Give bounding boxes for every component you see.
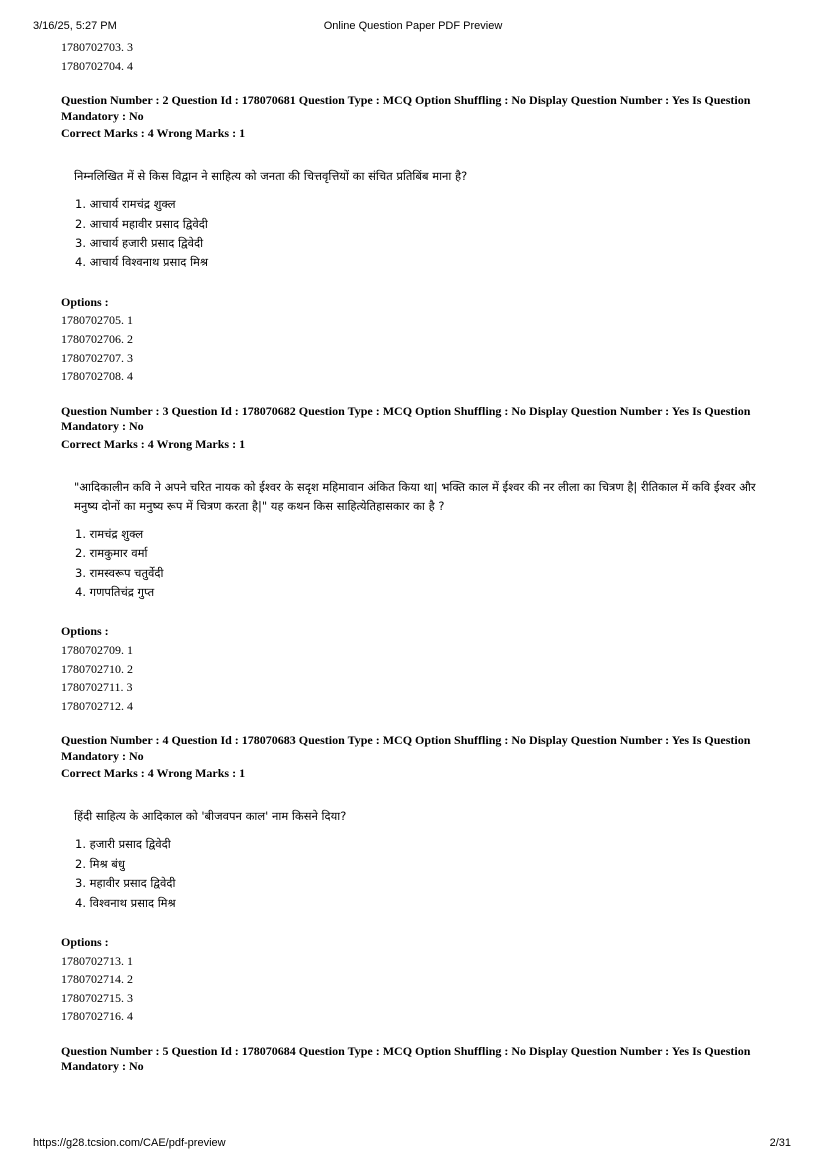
answer-choice: 2. रामकुमार वर्मा bbox=[75, 546, 148, 561]
answer-choice: 3. महावीर प्रसाद द्विवेदी bbox=[75, 876, 176, 891]
option-code: 1780702703. 3 bbox=[61, 40, 133, 54]
options-label: Options : bbox=[61, 935, 109, 949]
answer-choices bbox=[75, 195, 781, 273]
question-marks: Correct Marks : 4 Wrong Marks : 1 bbox=[61, 436, 246, 451]
answer-choices bbox=[75, 835, 781, 913]
options-label: Options : bbox=[61, 294, 109, 309]
answer-choice: 4. आचार्य विश्वनाथ प्रसाद मिश्र bbox=[75, 255, 209, 270]
option-code: 1780702709. 1 bbox=[61, 643, 133, 657]
option-code: 1780702716. 4 bbox=[61, 1009, 133, 1024]
answer-choice: 4. गणपतिचंद्र गुप्त bbox=[75, 585, 155, 599]
question-block-3 bbox=[61, 404, 781, 716]
carryover-options bbox=[61, 38, 781, 75]
page-url: https://g28.tcsion.com/CAE/pdf-preview bbox=[33, 1137, 226, 1149]
question-block-5 bbox=[61, 1044, 781, 1075]
answer-choice: 2. मिश्र बंधु bbox=[75, 856, 125, 871]
answer-choice: 1. हजारी प्रसाद द्विवेदी bbox=[75, 837, 171, 852]
answer-choice: 3. रामस्वरूप चतुर्वेदी bbox=[75, 565, 164, 580]
question-text: हिंदी साहित्य के आदिकाल को 'बीजवपन काल' नाम किसने दिया? bbox=[74, 809, 347, 824]
option-code: 1780702714. 2 bbox=[61, 972, 133, 987]
question-text: "आदिकालीन कवि ने अपने चरित नायक को ईश्वर के सदृश महिमावान अंकित किया था| भक्ति काल में ईश्वर की नर लीला का चित्रण है| रीतिकाल में कवि ईश्वर और मनुष्य दोनों का मनुष्य रूप में चित्रण करता है|" यह कथन किस साहित्येतिहासकार का है ? bbox=[74, 479, 756, 513]
option-code: 1780702713. 1 bbox=[61, 953, 133, 968]
answer-choices bbox=[75, 525, 781, 603]
answer-choice: 1. आचार्य रामचंद्र शुक्ल bbox=[75, 197, 176, 212]
page-number: 2/31 bbox=[769, 1137, 791, 1149]
option-code: 1780702715. 3 bbox=[61, 990, 133, 1005]
option-code: 1780702711. 3 bbox=[61, 680, 133, 695]
question-meta: Question Number : 2 Question Id : 178070681 Question Type : MCQ Option Shuffling : No Display Question Number : Yes Is Question Mandatory : No bbox=[61, 93, 751, 123]
option-code: 1780702707. 3 bbox=[61, 350, 133, 365]
options-label: Options : bbox=[61, 624, 109, 639]
option-code: 1780702708. 4 bbox=[61, 369, 133, 384]
question-marks: Correct Marks : 4 Wrong Marks : 1 bbox=[61, 126, 246, 141]
answer-choice: 3. आचार्य हजारी प्रसाद द्विवेदी bbox=[75, 236, 204, 250]
question-meta: Question Number : 5 Question Id : 178070684 Question Type : MCQ Option Shuffling : No Display Question Number : Yes Is Question Mandatory : No bbox=[61, 1043, 751, 1074]
question-block-4 bbox=[61, 733, 781, 1026]
question-block-2 bbox=[61, 93, 781, 386]
page-content bbox=[61, 38, 781, 1075]
question-meta: Question Number : 4 Question Id : 178070683 Question Type : MCQ Option Shuffling : No Display Question Number : Yes Is Question Mandatory : No bbox=[61, 733, 751, 763]
print-datetime: 3/16/25, 5:27 PM bbox=[33, 20, 117, 32]
question-text: निम्नलिखित में से किस विद्वान ने साहित्य को जनता की चित्तवृत्तियों का संचित प्रतिबिंब माना है? bbox=[74, 169, 468, 184]
answer-choice: 1. रामचंद्र शुक्ल bbox=[75, 526, 144, 541]
option-code: 1780702706. 2 bbox=[61, 332, 133, 346]
document-title: Online Question Paper PDF Preview bbox=[323, 20, 503, 32]
option-code: 1780702712. 4 bbox=[61, 698, 133, 713]
option-code: 1780702704. 4 bbox=[61, 58, 133, 73]
option-code: 1780702705. 1 bbox=[61, 313, 133, 328]
answer-choice: 2. आचार्य महावीर प्रसाद द्विवेदी bbox=[75, 216, 208, 231]
question-marks: Correct Marks : 4 Wrong Marks : 1 bbox=[61, 766, 246, 781]
answer-choice: 4. विश्वनाथ प्रसाद मिश्र bbox=[75, 895, 176, 910]
question-meta: Question Number : 3 Question Id : 178070682 Question Type : MCQ Option Shuffling : No Display Question Number : Yes Is Question Mandatory : No bbox=[61, 403, 751, 434]
option-code: 1780702710. 2 bbox=[61, 661, 133, 676]
